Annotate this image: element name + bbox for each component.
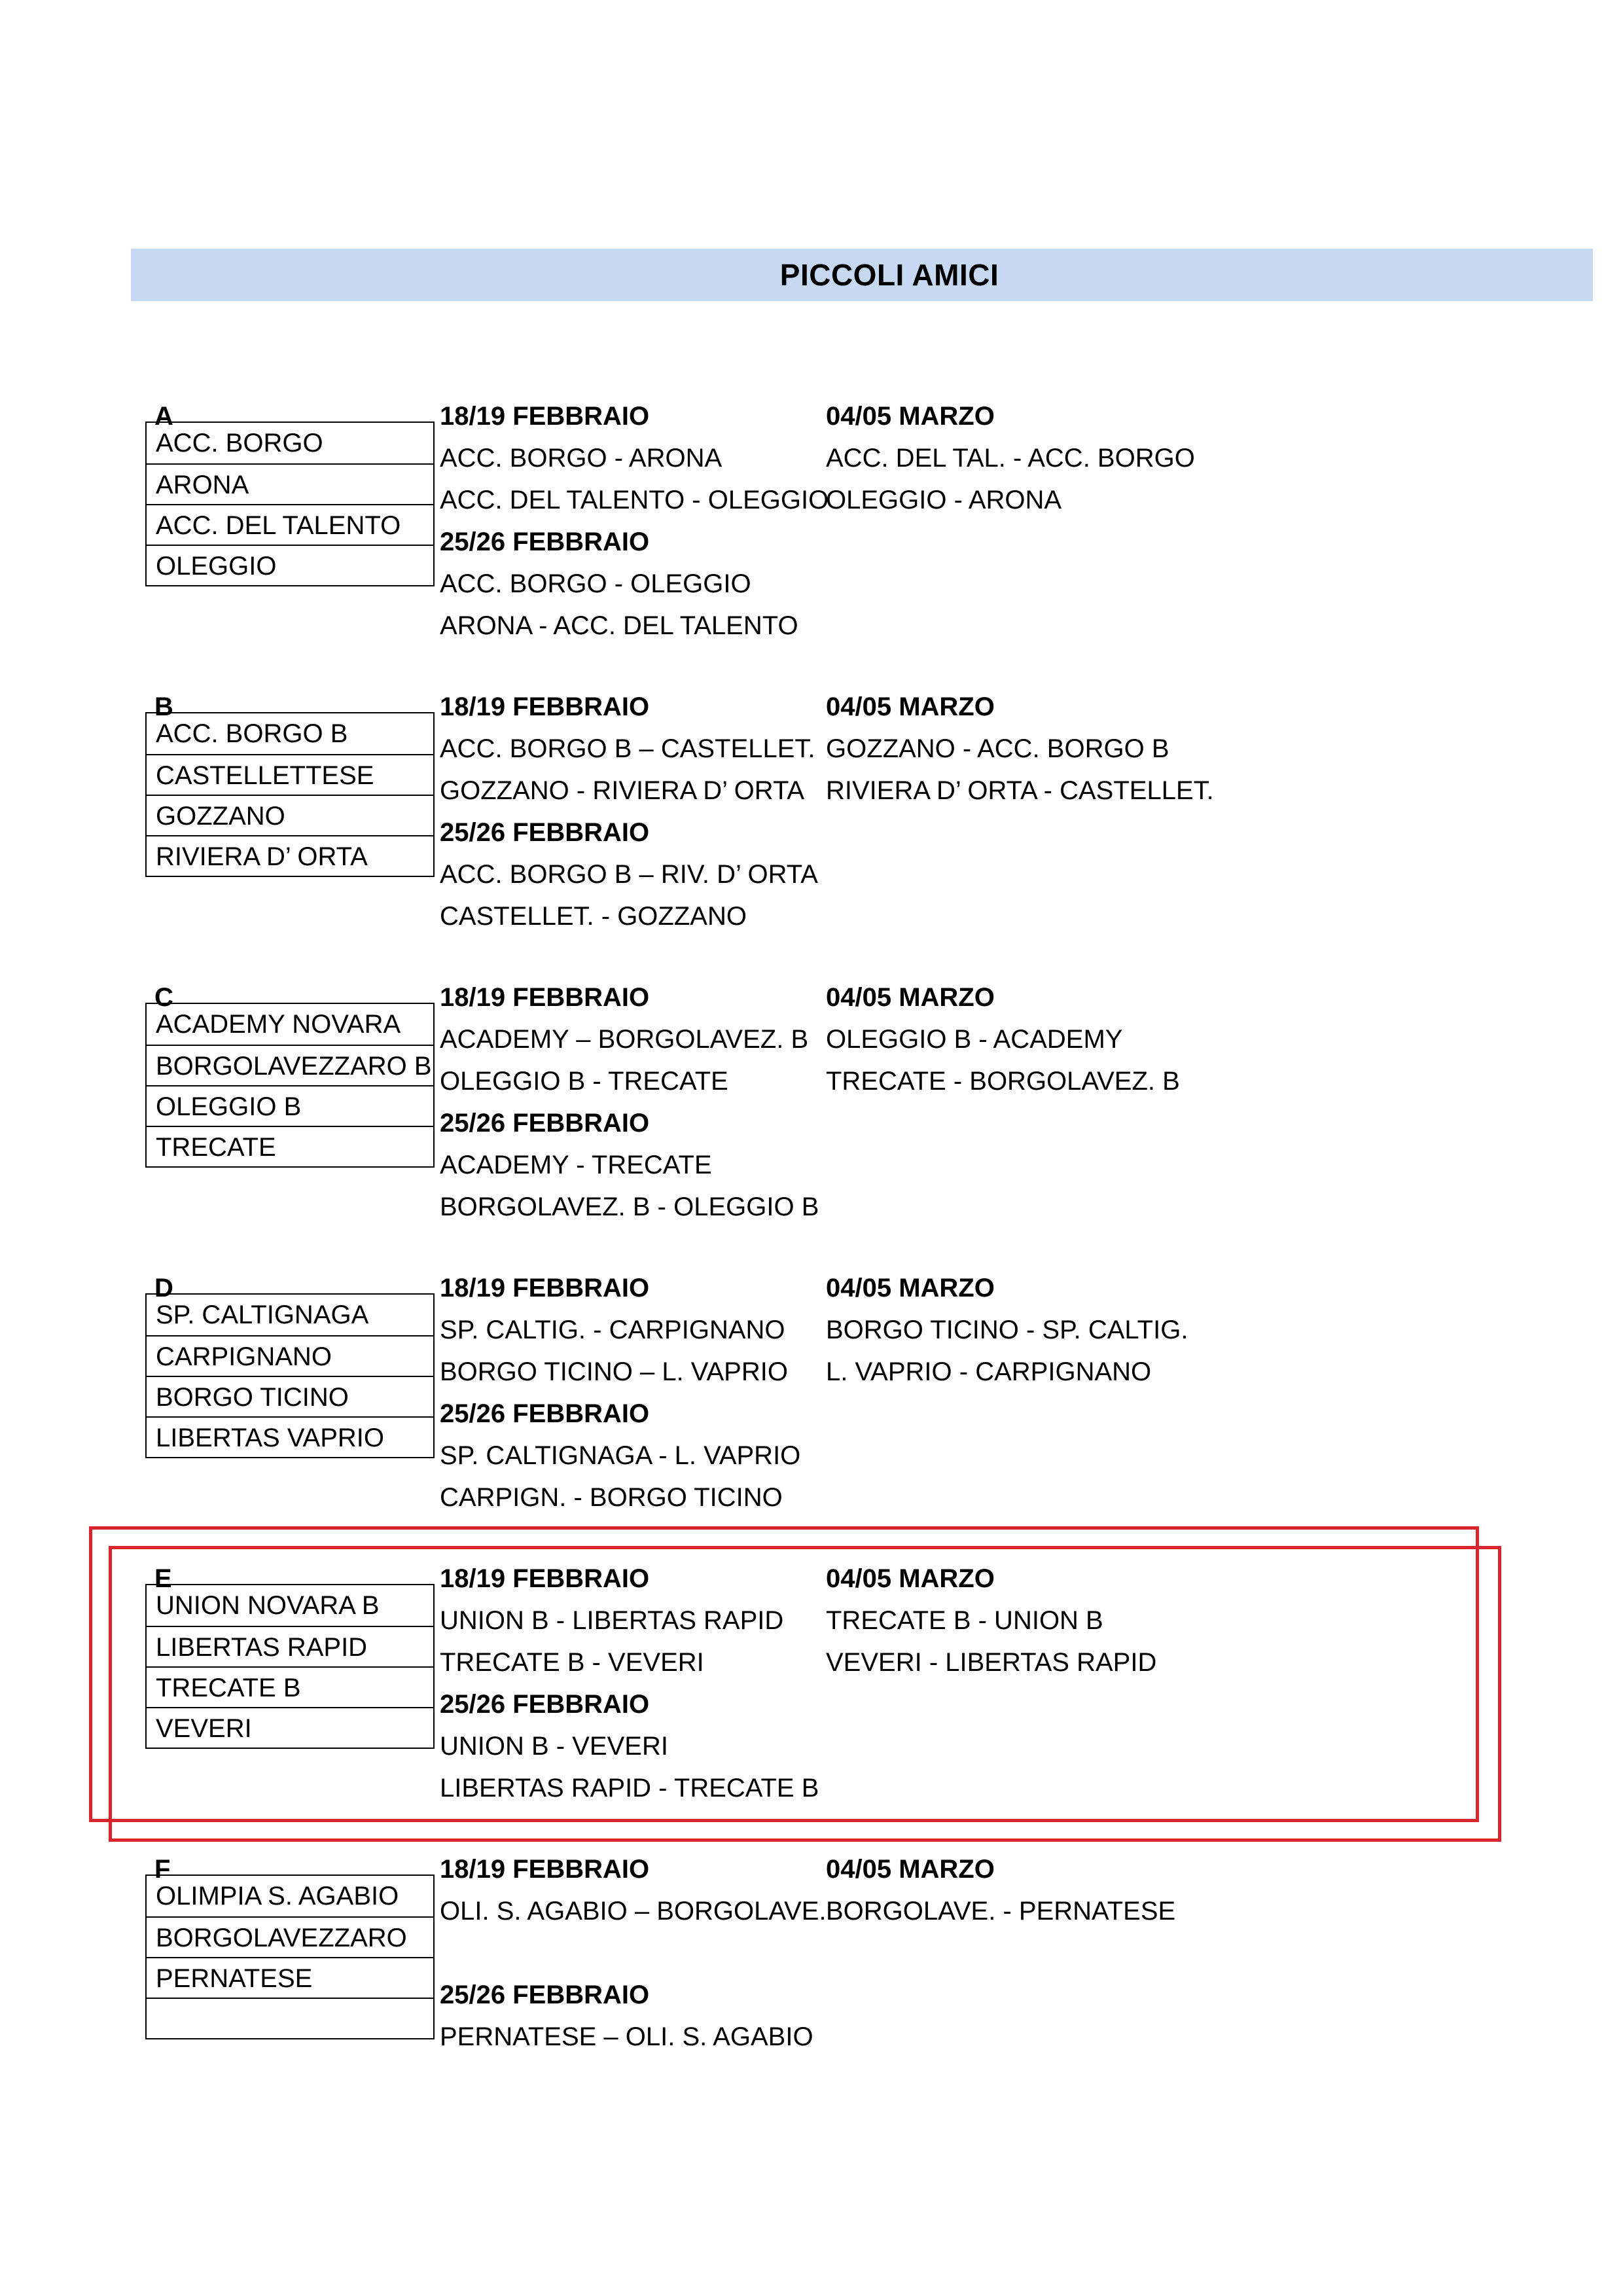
match: ACC. DEL TAL. - ACC. BORGO: [826, 444, 1195, 473]
match: TRECATE B - VEVERI: [440, 1648, 704, 1677]
match: UNION B - LIBERTAS RAPID: [440, 1606, 784, 1635]
match: BORGO TICINO – L. VAPRIO: [440, 1357, 788, 1386]
team-cell: GOZZANO: [147, 795, 433, 835]
team-cell: ACC. BORGO: [156, 429, 323, 457]
date-heading-3: 04/05 MARZO: [826, 692, 995, 721]
team-cell: BORGOLAVEZZARO: [147, 1916, 433, 1957]
date-heading-1: 18/19 FEBBRAIO: [440, 1274, 650, 1302]
match: SP. CALTIGNAGA - L. VAPRIO: [440, 1441, 801, 1470]
team-cell: SP. CALTIGNAGA: [156, 1300, 369, 1329]
group-b: [0, 686, 1623, 961]
date-heading-2: 25/26 FEBBRAIO: [440, 1690, 650, 1719]
match: ACC. BORGO B – CASTELLET.: [440, 734, 815, 763]
match: TRECATE B - UNION B: [826, 1606, 1103, 1635]
match: OLEGGIO - ARONA: [826, 486, 1062, 514]
match: ACC. BORGO - ARONA: [440, 444, 722, 473]
date-heading-2: 25/26 FEBBRAIO: [440, 1109, 650, 1138]
match: TRECATE - BORGOLAVEZ. B: [826, 1067, 1180, 1096]
match: OLEGGIO B - TRECATE: [440, 1067, 728, 1096]
team-cell: TRECATE: [147, 1126, 433, 1166]
highlight-box-inner: [109, 1546, 1501, 1842]
team-list: [145, 1293, 435, 1458]
team-cell: CARPIGNANO: [147, 1335, 433, 1376]
date-heading-1: 18/19 FEBBRAIO: [440, 1855, 650, 1884]
team-cell: BORGOLAVEZZARO B: [147, 1045, 433, 1085]
date-heading-1: 18/19 FEBBRAIO: [440, 692, 650, 721]
group-a: [0, 395, 1623, 670]
date-heading-1: 18/19 FEBBRAIO: [440, 983, 650, 1012]
match: ACADEMY - TRECATE: [440, 1151, 712, 1179]
team-cell: TRECATE B: [147, 1666, 433, 1707]
team-cell: [147, 1998, 433, 2038]
group-letter: B: [154, 692, 173, 721]
match: BORGOLAVEZ. B - OLEGGIO B: [440, 1193, 819, 1221]
date-heading-1: 18/19 FEBBRAIO: [440, 1564, 650, 1593]
date-heading-3: 04/05 MARZO: [826, 983, 995, 1012]
match: LIBERTAS RAPID - TRECATE B: [440, 1774, 819, 1803]
team-cell: ARONA: [147, 463, 433, 504]
match: VEVERI - LIBERTAS RAPID: [826, 1648, 1157, 1677]
match: BORGOLAVE. - PERNATESE: [826, 1897, 1176, 1926]
match: GOZZANO - RIVIERA D’ ORTA: [440, 776, 805, 805]
group-letter: C: [154, 983, 173, 1012]
group-letter: F: [154, 1855, 171, 1884]
date-heading-1: 18/19 FEBBRAIO: [440, 402, 650, 431]
match: UNION B - VEVERI: [440, 1732, 668, 1761]
date-heading-3: 04/05 MARZO: [826, 1855, 995, 1884]
date-heading-3: 04/05 MARZO: [826, 1564, 995, 1593]
team-cell: CASTELLETTESE: [147, 754, 433, 795]
date-heading-2: 25/26 FEBBRAIO: [440, 1981, 650, 2009]
match: PERNATESE – OLI. S. AGABIO: [440, 2022, 813, 2051]
group-d: [0, 1267, 1623, 1542]
group-letter: A: [154, 402, 173, 431]
match: L. VAPRIO - CARPIGNANO: [826, 1357, 1152, 1386]
match: CARPIGN. - BORGO TICINO: [440, 1483, 783, 1512]
team-cell: ACC. BORGO B: [156, 719, 348, 748]
team-cell: VEVERI: [147, 1707, 433, 1748]
team-list: [145, 422, 435, 586]
team-list: [145, 712, 435, 877]
group-c: [0, 977, 1623, 1251]
match: ACC. BORGO B – RIV. D’ ORTA: [440, 860, 818, 889]
team-list: [145, 1003, 435, 1168]
team-cell: ACC. DEL TALENTO: [147, 504, 433, 545]
match: ACADEMY – BORGOLAVEZ. B: [440, 1025, 809, 1054]
page-title: PICCOLI AMICI: [779, 258, 999, 292]
match: ACC. DEL TALENTO - OLEGGIO: [440, 486, 829, 514]
team-cell: LIBERTAS RAPID: [147, 1626, 433, 1666]
date-heading-3: 04/05 MARZO: [826, 402, 995, 431]
match: OLI. S. AGABIO – BORGOLAVE.: [440, 1897, 827, 1926]
match: ACC. BORGO - OLEGGIO: [440, 569, 751, 598]
team-cell: PERNATESE: [147, 1957, 433, 1998]
match: ARONA - ACC. DEL TALENTO: [440, 611, 798, 640]
team-cell: RIVIERA D’ ORTA: [147, 835, 433, 876]
team-cell: UNION NOVARA B: [156, 1591, 380, 1620]
date-heading-2: 25/26 FEBBRAIO: [440, 528, 650, 556]
match: GOZZANO - ACC. BORGO B: [826, 734, 1169, 763]
match: CASTELLET. - GOZZANO: [440, 902, 747, 931]
team-cell: ACADEMY NOVARA: [156, 1010, 401, 1039]
team-cell: OLEGGIO: [147, 545, 433, 585]
group-f: [0, 1848, 1623, 2123]
team-cell: OLIMPIA S. AGABIO: [156, 1882, 399, 1910]
team-cell: OLEGGIO B: [147, 1085, 433, 1126]
match: OLEGGIO B - ACADEMY: [826, 1025, 1123, 1054]
group-letter: D: [154, 1274, 173, 1302]
date-heading-3: 04/05 MARZO: [826, 1274, 995, 1302]
match: BORGO TICINO - SP. CALTIG.: [826, 1316, 1188, 1344]
team-cell: LIBERTAS VAPRIO: [147, 1416, 433, 1457]
team-list: [145, 1874, 435, 2039]
match: RIVIERA D’ ORTA - CASTELLET.: [826, 776, 1214, 805]
page-title-bar: [131, 249, 1593, 301]
group-letter: E: [154, 1564, 172, 1593]
date-heading-2: 25/26 FEBBRAIO: [440, 818, 650, 847]
date-heading-2: 25/26 FEBBRAIO: [440, 1399, 650, 1428]
match: SP. CALTIG. - CARPIGNANO: [440, 1316, 785, 1344]
team-cell: BORGO TICINO: [147, 1376, 433, 1416]
